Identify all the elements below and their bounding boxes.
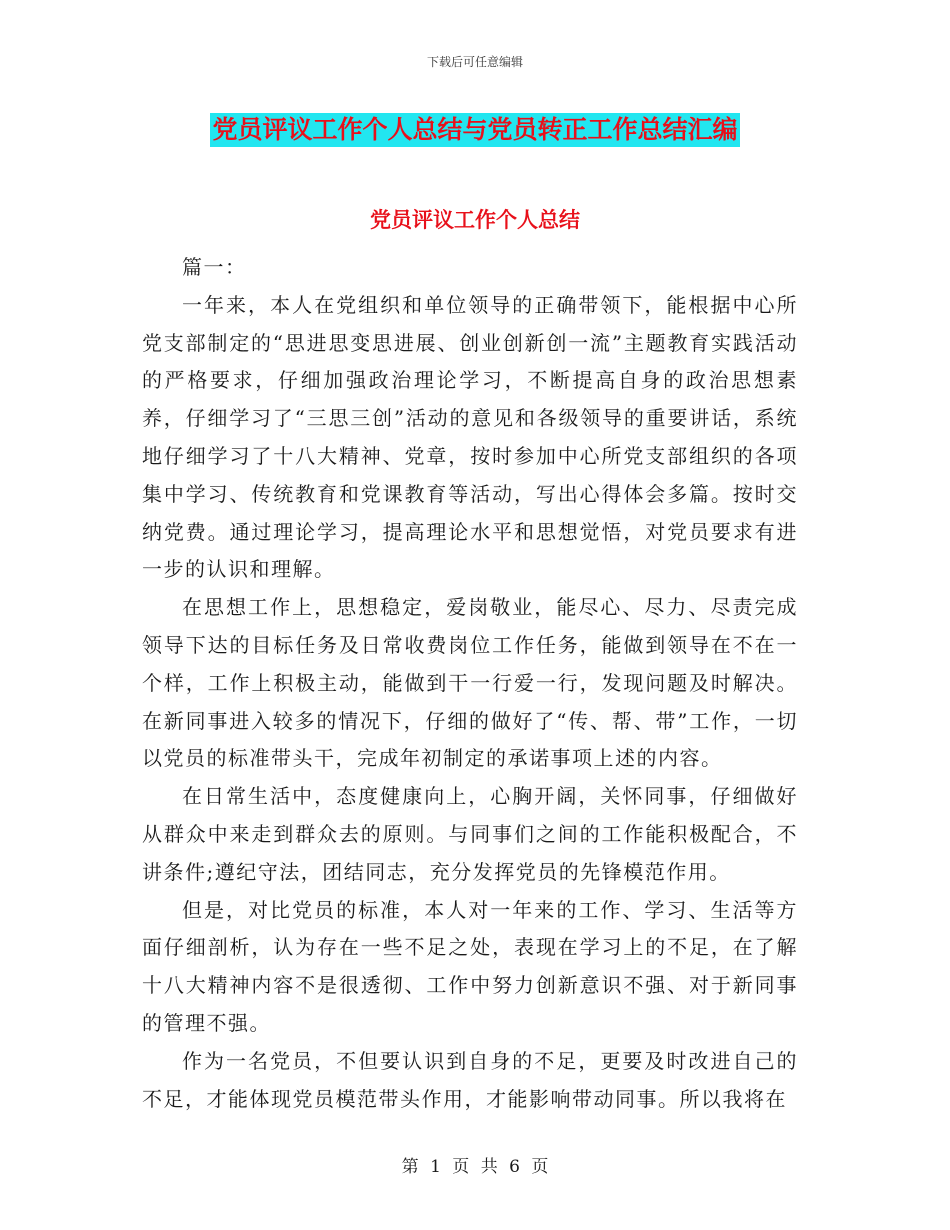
page-footer: 第 1 页 共 6 页 bbox=[401, 1157, 549, 1177]
paragraph: 一年来，本人在党组织和单位领导的正确带领下，能根据中心所党支部制定的“思进思变思进展、创业创新创一流”主题教育实践活动的严格要求，仔细加强政治理论学习，不断提高自身的政治思想素养，仔细学习了“三思三创”活动的意见和各级领导的重要讲话，系统地仔细学习了十八大精神、党章，按时参加中心所党支部组织的各项集中学习、传统教育和党课教育等活动，写出心得体会多篇。按时交纳党费。通过理论学习，提高理论水平和思想觉悟，对党员要求有进一步的认识和理解。 bbox=[142, 292, 798, 582]
paragraph: 但是，对比党员的标准，本人对一年来的工作、学习、生活等方面仔细剖析，认为存在一些不足之处，表现在学习上的不足，在了解十八大精神内容不是很透彻、工作中努力创新意识不强、对于新同事的管理不强。 bbox=[142, 897, 798, 1035]
paragraph: 在思想工作上，思想稳定，爱岗敬业，能尽心、尽力、尽责完成领导下达的目标任务及日常收费岗位工作任务，能做到领导在不在一个样，工作上积极主动，能做到干一行爱一行，发现问题及时解决。在新同事进入较多的情况下，仔细的做好了“传、帮、带”工作，一切以党员的标准带头干，完成年初制定的承诺事项上述的内容。 bbox=[142, 595, 798, 771]
paragraph: 在日常生活中，态度健康向上，心胸开阔，关怀同事，仔细做好从群众中来走到群众去的原则。与同事们之间的工作能积极配合，不讲条件;遵纪守法，团结同志，充分发挥党员的先锋模范作用。 bbox=[142, 784, 798, 884]
main-title-container bbox=[0, 113, 950, 147]
main-title: 党员评议工作个人总结与党员转正工作总结汇编 bbox=[210, 113, 739, 147]
document-body bbox=[142, 249, 798, 1118]
paragraph: 作为一名党员，不但要认识到自身的不足，更要及时改进自己的不足，才能体现党员模范带头作用，才能影响带动同事。所以我将在 bbox=[142, 1048, 798, 1111]
paragraph: 篇一： bbox=[182, 255, 247, 279]
header-note: 下载后可任意编辑 bbox=[426, 55, 523, 69]
section-title: 党员评议工作个人总结 bbox=[370, 208, 580, 232]
